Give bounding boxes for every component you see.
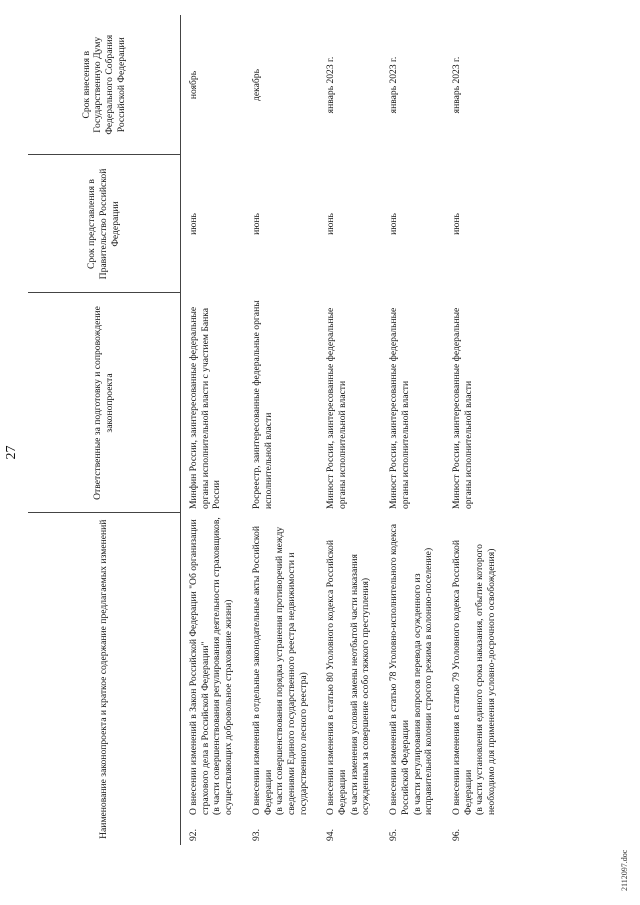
row-responsible: Минюст России, заинтересованные федеральные органы исполнительной власти [450,307,474,509]
bill-detail: (в части совершенствования регулирования деятельности страховщиков, осуществляющих добровольное страхование жизни) [211,517,235,815]
document-id: 2112097.doc [620,849,629,891]
row-number: 93. [250,829,262,841]
bill-detail: (в части совершенствования порядка устранения противоречий между сведениями Единого государственного реестра недвижимости и государственного лесного реестра) [274,526,309,815]
row-duma-deadline: январь 2023 г. [450,56,462,114]
row-number: 92. [188,829,199,841]
row-gov-deadline: июнь [325,213,337,235]
bill-title: О внесении изменений в Закон Российской Федерации "Об организации страхового дела в Российской Федерации" [188,519,211,815]
row-name-cell [181,513,244,819]
table-header [28,15,181,845]
bill-title: О внесении изменений в отдельные законодательные акты Российской Федерации [250,526,274,815]
header-name: Наименование законопроекта и краткое содержание предлагаемых изменений [28,513,181,845]
row-number: 96. [450,829,462,841]
bill-detail: (в части установления единого срока наказания, отбытие которого необходимо для применения условно-досрочного освобождения) [474,544,498,815]
table-row [381,15,444,845]
row-gov-deadline: июнь [188,213,199,235]
row-name-cell [244,513,319,819]
table-row [318,15,381,845]
table-row [181,15,244,845]
row-duma-deadline: декабрь [250,69,262,101]
row-gov-deadline: июнь [388,213,400,235]
row-responsible: Росреестр, заинтересованные федеральные органы исполнительной власти [250,300,274,509]
header-gov-deadline: Срок представления в Правительство Российской Федерации [28,155,181,293]
header-duma-deadline: Срок внесения в Государственную Думу Федерального Собрания Российской Федерации [28,15,181,155]
row-duma-deadline: ноябрь [188,70,199,100]
row-responsible: Минюст России, заинтересованные федеральные органы исполнительной власти [325,307,349,509]
page-number: 27 [4,445,19,460]
table-row [444,15,507,845]
row-number: 95. [388,829,400,841]
row-gov-deadline: июнь [250,213,262,235]
row-duma-deadline: январь 2023 г. [388,56,400,114]
bill-detail: (в части регулирования вопросов перевода осужденного из исправительной колонии строгого режима в колонию-поселение) [411,547,435,815]
row-responsible: Минюст России, заинтересованные федеральные органы исполнительной власти [388,307,411,509]
row-name-cell [444,513,507,819]
row-number: 94. [325,829,337,841]
bills-table [28,15,507,845]
row-name-cell [381,513,444,819]
header-row [28,15,181,845]
row-duma-deadline: январь 2023 г. [325,56,337,114]
bill-detail: (в части изменения условий замены неотбытой части наказания осужденным за совершение особо тяжкого преступления) [348,554,372,815]
table-body [181,15,507,845]
header-responsible: Ответственные за подготовку и сопровождение законопроекта [28,293,181,513]
table-row [244,15,319,845]
row-gov-deadline: июнь [450,213,462,235]
bill-title: О внесении изменений в статью 78 Уголовно-исполнительного кодекса Российской Федерации [388,524,411,815]
row-name-cell [318,513,381,819]
row-responsible: Минфин России, заинтересованные федеральные органы исполнительной власти с участием Банка России [188,306,223,509]
bill-title: О внесении изменения в статью 80 Уголовного кодекса Российской Федерации [325,540,349,815]
bill-title: О внесении изменения в статью 79 Уголовного кодекса Российской Федерации [450,540,474,815]
